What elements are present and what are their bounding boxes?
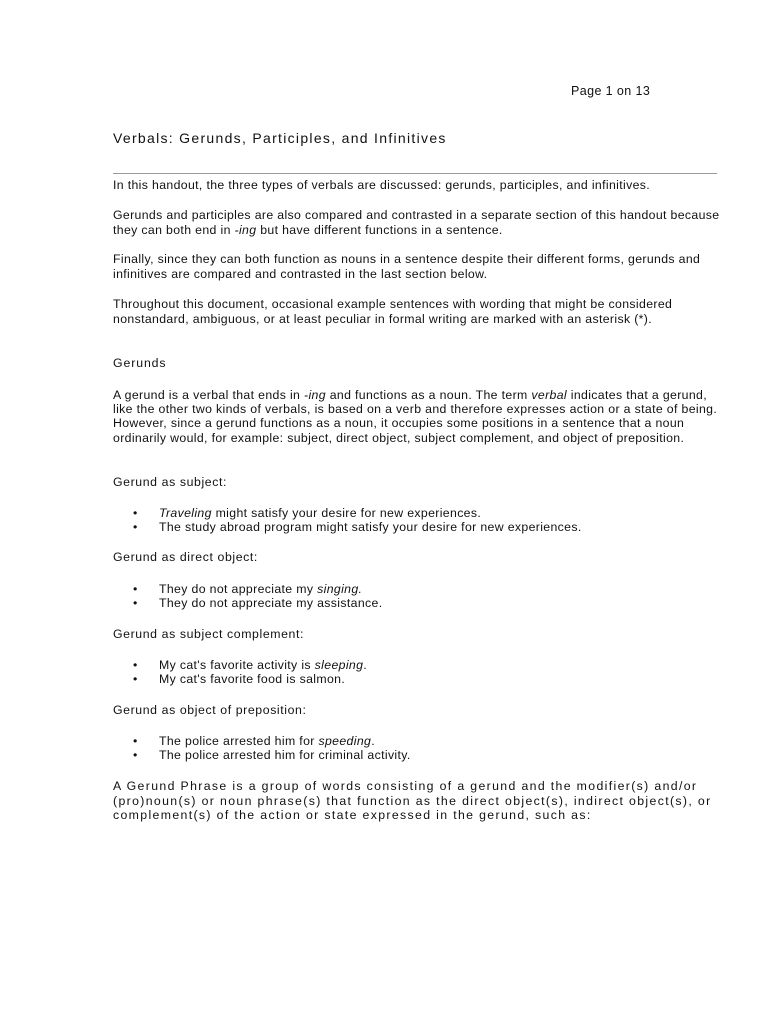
bullet-icon: • xyxy=(133,582,138,596)
example-text-end: . xyxy=(371,734,375,748)
example-text: The police arrested him for xyxy=(159,734,319,748)
gerund-definition xyxy=(113,388,723,445)
label-gerund-as-direct-object: Gerund as direct object: xyxy=(113,550,258,564)
bullet-icon: • xyxy=(133,747,138,762)
page-number: Page 1 on 13 xyxy=(571,84,651,98)
intro-paragraph-3: Finally, since they can both function as nouns in a sentence despite their different forms, gerunds and infinitives are compared and contrasted in the last section below. xyxy=(113,252,701,281)
example-italic: speeding xyxy=(318,734,372,748)
examples-gerund-as-subject-complement xyxy=(113,659,367,686)
gerund-def-ing: -ing xyxy=(304,388,326,402)
example-italic: singing. xyxy=(317,582,363,596)
example-text: They do not appreciate my assistance. xyxy=(159,595,383,610)
intro-p2-ing: -ing xyxy=(234,222,257,237)
list-item xyxy=(113,735,411,749)
section-heading-gerunds: Gerunds xyxy=(113,356,167,370)
example-text: The police arrested him for criminal activity. xyxy=(159,747,411,762)
label-gerund-as-object-of-preposition: Gerund as object of preposition: xyxy=(113,703,307,717)
intro-paragraph-1: In this handout, the three types of verbals are discussed: gerunds, participles, and infinitives. xyxy=(113,178,651,192)
list-item xyxy=(113,521,582,535)
intro-paragraph-2 xyxy=(113,208,723,237)
intro-p2-text-a: Gerunds and participles are also compared and contrasted in a separate section of this handout because they can both end in xyxy=(113,208,720,237)
label-gerund-as-subject: Gerund as subject: xyxy=(113,475,228,489)
list-item xyxy=(113,583,382,597)
example-text: They do not appreciate my xyxy=(159,582,318,596)
bullet-icon: • xyxy=(133,671,138,686)
list-item xyxy=(113,597,382,611)
intro-paragraph-4: Throughout this document, occasional example sentences with wording that might be considered nonstandard, ambiguous, or at least peculiar in formal writing are marked with an asterisk (*). xyxy=(113,297,673,326)
gerund-def-text-a: A gerund is a verbal that ends in xyxy=(113,388,305,402)
gerund-def-text-b: and functions as a noun. The term xyxy=(325,388,532,402)
document-title: Verbals: Gerunds, Participles, and Infinitives xyxy=(113,130,447,146)
title-divider xyxy=(113,173,717,174)
list-item xyxy=(113,673,367,687)
bullet-icon: • xyxy=(133,595,138,610)
list-item xyxy=(113,507,582,521)
example-text-end: . xyxy=(363,658,368,672)
bullet-icon: • xyxy=(133,506,138,520)
example-text: My cat's favorite food is salmon. xyxy=(159,671,346,686)
example-italic: Traveling xyxy=(159,506,212,520)
label-gerund-as-subject-complement: Gerund as subject complement: xyxy=(113,627,305,641)
bullet-icon: • xyxy=(133,519,138,534)
list-item xyxy=(113,659,367,673)
gerund-phrase-definition: A Gerund Phrase is a group of words consisting of a gerund and the modifier(s) and/or (pro)noun(s) or noun phrase(s) that function as the direct object(s), indirect object(s), or complement(s) of the action or state expressed in the gerund, such as: xyxy=(113,779,712,822)
gerund-def-text-c: indicates that a gerund, like the other two kinds of verbals, is based on a verb and therefore expresses action or a state of being. However, since a gerund functions as a noun, it occupies some positions in a sentence that a noun ordinarily would, for example: subject, direct object, subject complement, and object of preposition. xyxy=(113,388,718,445)
examples-gerund-as-direct-object xyxy=(113,583,382,610)
example-text: might satisfy your desire for new experiences. xyxy=(211,506,482,520)
intro-p2-text-b: but have different functions in a sentence. xyxy=(256,222,503,237)
bullet-icon: • xyxy=(133,658,138,672)
examples-gerund-as-subject xyxy=(113,507,582,534)
gerund-def-verbal: verbal xyxy=(531,388,567,402)
example-text: The study abroad program might satisfy your desire for new experiences. xyxy=(159,519,582,534)
examples-gerund-as-object-of-preposition xyxy=(113,735,411,762)
example-italic: sleeping xyxy=(314,658,364,672)
example-text: My cat's favorite activity is xyxy=(159,658,315,672)
bullet-icon: • xyxy=(133,734,138,748)
list-item xyxy=(113,749,411,763)
